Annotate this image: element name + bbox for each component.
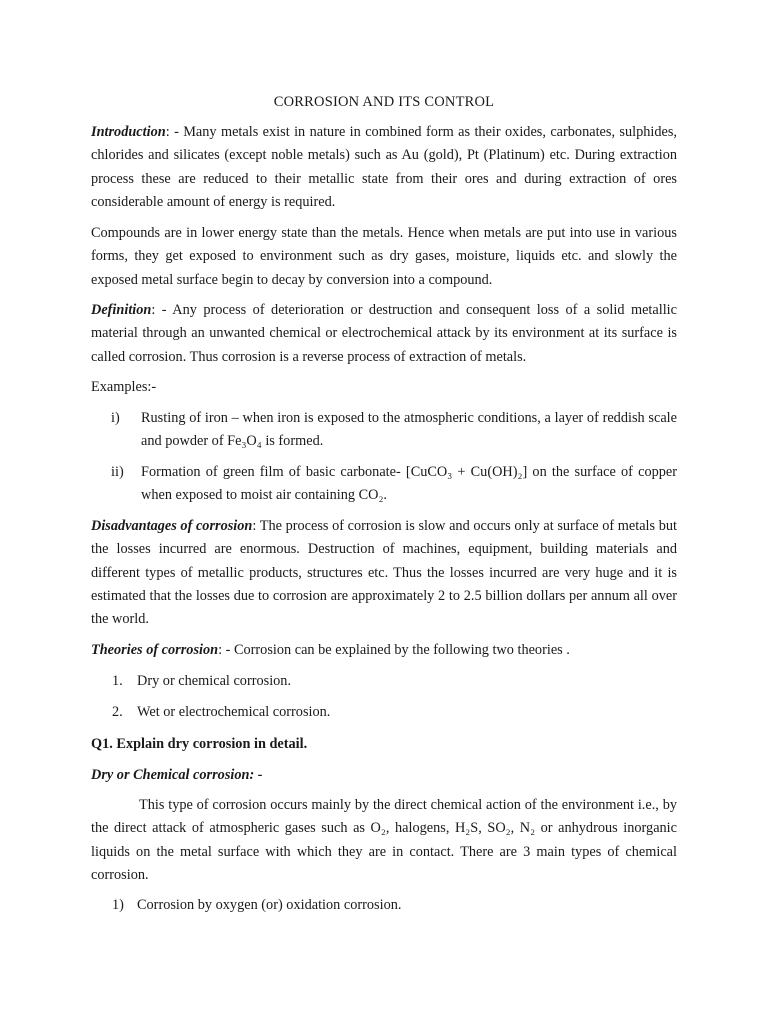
disadvantages-paragraph <box>91 515 677 631</box>
examples-label: Examples:- <box>91 379 157 395</box>
definition-text: : - Any process of deterioration or destruction and consequent loss of a solid metallic material through an unwanted chemical or electrochemical attack by its environment at its surface is called corrosion. Thus corrosion is a reverse process of extraction of metals. <box>91 302 677 365</box>
chemical-corrosion-text: Corrosion by oxygen (or) oxidation corrosion. <box>137 897 402 913</box>
introduction-label: Introduction <box>91 124 166 140</box>
chemical-corrosion-item-1 <box>91 894 401 917</box>
theory-item-1 <box>91 670 291 693</box>
theory-item-2 <box>91 701 330 724</box>
dry-corrosion-paragraph <box>91 794 677 887</box>
question-heading: Q1. Explain dry corrosion in detail. <box>91 736 308 752</box>
theories-text: : - Corrosion can be explained by the following two theories . <box>218 642 570 658</box>
theories-paragraph <box>91 639 570 662</box>
dry-corrosion-heading: Dry or Chemical corrosion: - <box>91 767 263 783</box>
theory-marker: 1. <box>112 673 123 689</box>
theory-text: Dry or chemical corrosion. <box>137 673 292 689</box>
definition-label: Definition <box>91 302 152 318</box>
definition-paragraph <box>91 299 677 369</box>
introduction-text: : - Many metals exist in nature in combined form as their oxides, carbonates, sulphides, chlorides and silicates (except noble metals) such as Au (gold), Pt (Platinum) etc. During extraction process these are reduced to their metallic state from their ores and during extraction of ores considerable amount of energy is required. <box>91 124 677 210</box>
example-item-2 <box>91 461 677 508</box>
theory-text: Wet or electrochemical corrosion. <box>137 704 331 720</box>
chemical-corrosion-marker: 1) <box>112 897 124 913</box>
disadvantages-label: Disadvantages of corrosion <box>91 518 253 534</box>
document-title: CORROSION AND ITS CONTROL <box>273 94 495 110</box>
dry-corrosion-text: This type of corrosion occurs mainly by the direct chemical action of the environment i.e., by the direct attack of atmospheric gases such as O₂, halogens, H₂S, SO₂, N₂ or anhydrous inorganic liquids on the metal surface with which they are in contact. There are 3 main types of chemical corrosion. <box>91 797 677 883</box>
example-item-1 <box>91 407 677 454</box>
example-marker: i) <box>111 410 120 426</box>
theory-marker: 2. <box>112 704 123 720</box>
example-text: Formation of green film of basic carbonate- [CuCO₃ + Cu(OH)₂] on the surface of copper when exposed to moist air containing CO₂. <box>141 464 677 504</box>
theories-label: Theories of corrosion <box>91 642 219 658</box>
example-marker: ii) <box>111 464 124 480</box>
introduction-paragraph <box>91 121 677 214</box>
compounds-paragraph: Compounds are in lower energy state than the metals. Hence when metals are put into use in various forms, they get exposed to environment such as dry gases, moisture, liquids etc. and slowly the exposed metal surface begin to decay by conversion into a compound. <box>91 225 677 288</box>
example-text: Rusting of iron – when iron is exposed to the atmospheric conditions, a layer of reddish scale and powder of Fe₃O₄ is formed. <box>141 410 677 450</box>
disadvantages-text: : The process of corrosion is slow and occurs only at surface of metals but the losses incurred are enormous. Destruction of machines, equipment, building materials and different types of metallic products, structures etc. Thus the losses incurred are very huge and it is estimated that the losses due to corrosion are approximately 2 to 2.5 billion dollars per annum all over the world. <box>91 518 677 628</box>
